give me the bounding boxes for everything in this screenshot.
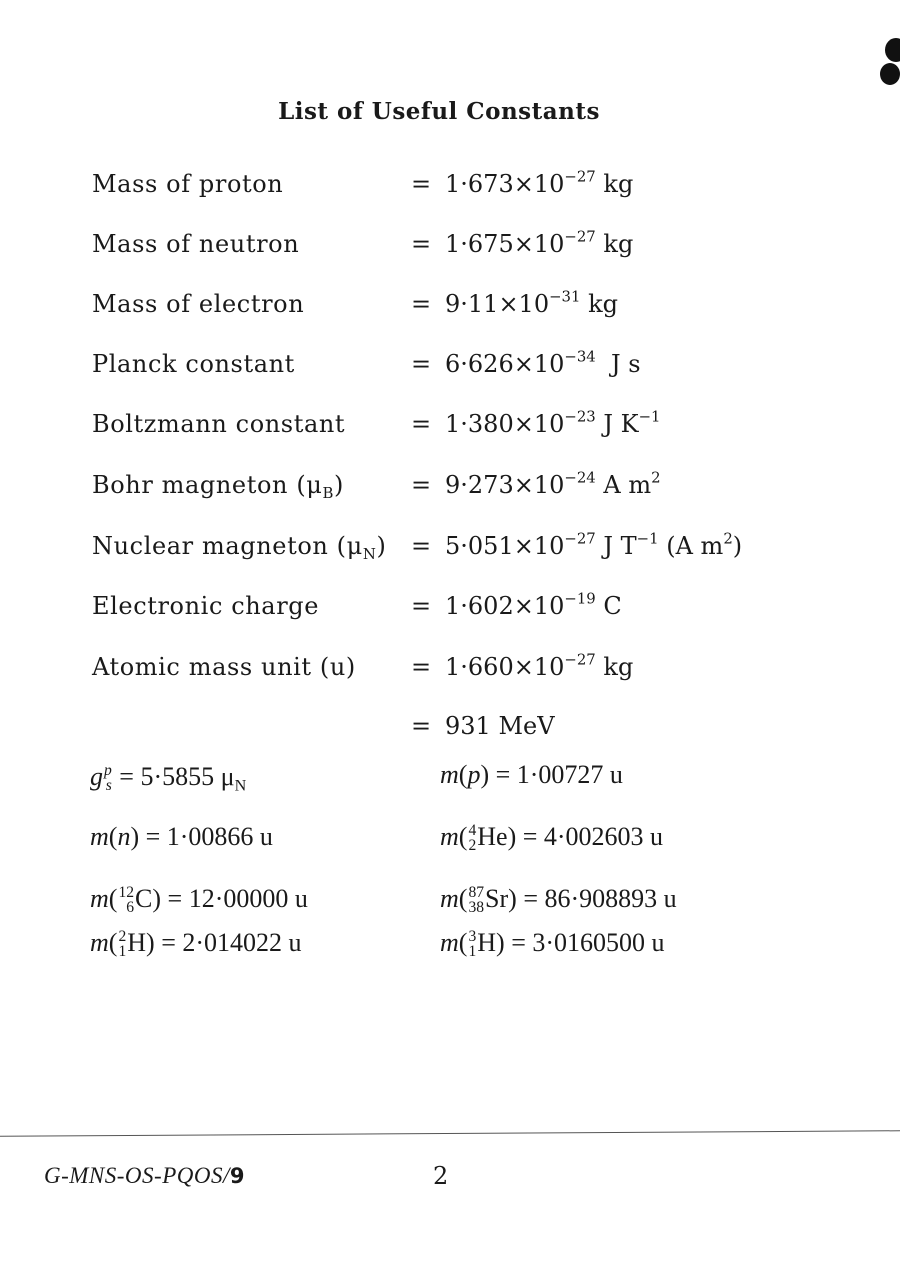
equals-sign: = [411, 230, 432, 258]
mass-helium-4: m( 4 2 He) = 4·002603 u [440, 821, 664, 854]
mass-deuterium: m( 2 1 H) = 2·014022 u [90, 927, 302, 960]
equals-sign: = [411, 410, 432, 438]
constant-label: Electronic charge [92, 592, 320, 620]
g-factor-proton: g p s = 5·5855 $\mu_N$ [90, 761, 247, 795]
constant-label: Mass of neutron [92, 230, 300, 258]
equals-sign: = [411, 350, 432, 378]
equals-sign: = [411, 170, 432, 198]
constant-row-electron [0, 286, 900, 326]
constant-row-nuclear-magneton [0, 528, 900, 568]
constant-label: Nuclear magneton $(\mu_N)$ [92, 532, 387, 564]
equals-sign: = [411, 290, 432, 318]
constant-row-boltzmann [0, 406, 900, 446]
constant-row-bohr-magneton [0, 467, 900, 507]
constant-value: $9\cdot 11\times 10^{-31}$ kg [445, 287, 619, 318]
equals-sign: = [411, 712, 432, 740]
constant-value: $1\cdot 675\times 10^{-27}$ kg [445, 227, 634, 258]
equals-sign: = [411, 532, 432, 560]
mass-carbon-12: m( 12 6 C) = 12·00000 u [90, 883, 308, 916]
constant-value: 931 MeV [445, 712, 555, 740]
constant-row-planck [0, 346, 900, 386]
ink-blot-mark [880, 63, 900, 85]
paper-code: G-MNS-OS-PQOS/9 [44, 1163, 245, 1188]
constant-row-mev [0, 708, 900, 748]
constant-label: Boltzmann constant [92, 410, 346, 438]
constant-row-electronic-charge [0, 588, 900, 628]
constant-label: Mass of electron [92, 290, 305, 318]
constant-value: $5\cdot 051\times 10^{-27}$ J $T^{-1}$ (A $m^2$) [445, 529, 743, 560]
mass-strontium-87: m( 87 38 Sr) = 86·908893 u [440, 883, 677, 916]
equals-sign: = [411, 592, 432, 620]
constant-label: Planck constant [92, 350, 295, 378]
constant-label: Bohr magneton $(\mu_B)$ [92, 471, 344, 503]
mass-tritium: m( 3 1 H) = 3·0160500 u [440, 927, 665, 960]
constant-label: Mass of proton [92, 170, 284, 198]
constant-row-neutron [0, 226, 900, 266]
constant-value: $1\cdot 673\times 10^{-27}$ kg [445, 167, 634, 198]
page-title: List of Useful Constants [278, 98, 600, 125]
constant-value: $1\cdot 380\times 10^{-23}$ J $K^{-1}$ [445, 407, 661, 438]
constant-value: $1\cdot 660\times 10^{-27}$ kg [445, 650, 634, 681]
mass-proton-u: m(p) = 1·00727 u [440, 760, 623, 789]
footer-divider [0, 1130, 900, 1136]
constant-value: $9\cdot 273\times 10^{-24}$ A $m^2$ [445, 468, 661, 499]
mass-neutron-u: m(n) = 1·00866 u [90, 822, 273, 851]
ink-blot-mark [885, 38, 900, 62]
constant-row-proton [0, 166, 900, 206]
equals-sign: = [411, 653, 432, 681]
equals-sign: = [411, 471, 432, 499]
constant-row-atomic-mass-unit [0, 649, 900, 689]
constant-value: $6\cdot 626\times 10^{-34}$ J s [445, 347, 641, 378]
constant-label: Atomic mass unit (u) [92, 653, 356, 681]
constant-value: $1\cdot 602\times 10^{-19}$ C [445, 589, 622, 620]
page-number: 2 [433, 1162, 449, 1190]
